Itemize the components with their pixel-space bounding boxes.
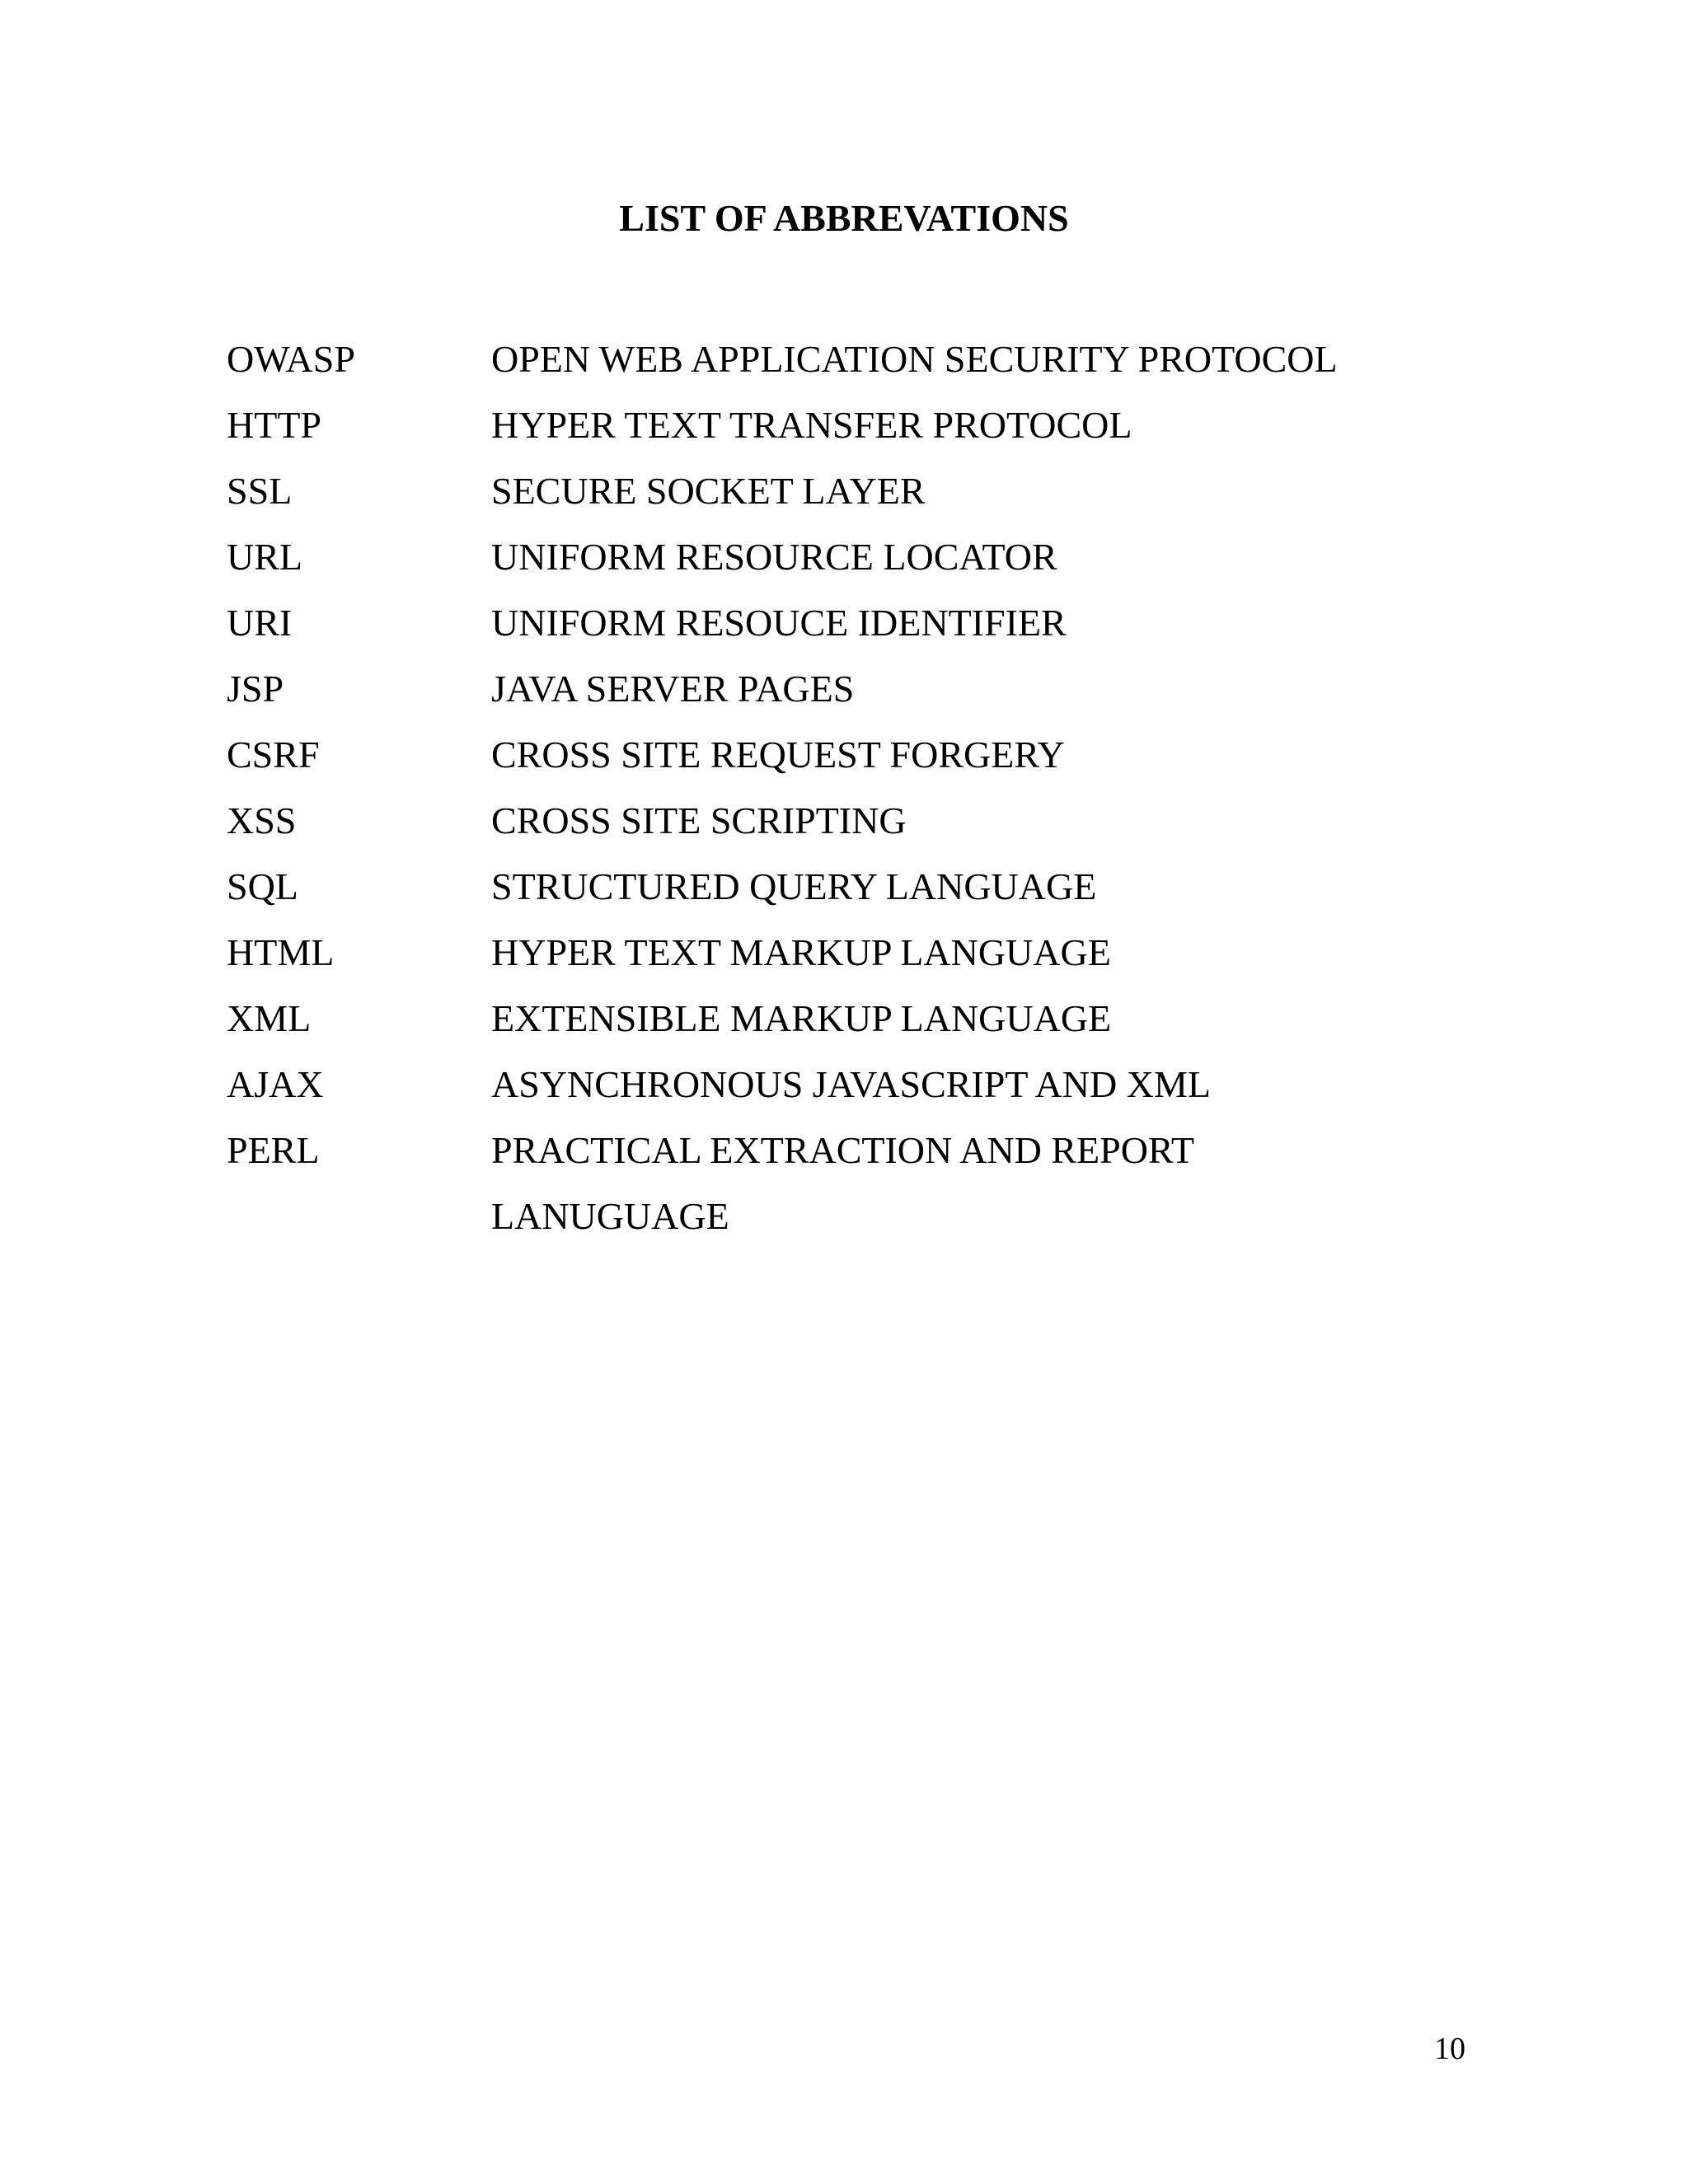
abbreviation-row: [227, 788, 1545, 854]
abbreviation-row: [227, 986, 1545, 1052]
abbreviation-term: PERL: [227, 1129, 320, 1171]
abbreviation-definition: JAVA SERVER PAGES: [491, 668, 855, 710]
abbreviation-row: [227, 1118, 1545, 1249]
page-number: 10: [1434, 2032, 1465, 2066]
abbreviation-definition: ASYNCHRONOUS JAVASCRIPT AND XML: [491, 1063, 1211, 1105]
abbreviation-term: AJAX: [227, 1063, 324, 1105]
abbreviation-definition: UNIFORM RESOUCE IDENTIFIER: [491, 602, 1067, 644]
abbreviation-definition: CROSS SITE SCRIPTING: [491, 799, 907, 841]
abbreviation-row: [227, 458, 1545, 524]
abbreviation-term: XSS: [227, 799, 297, 841]
abbreviation-term: XML: [227, 997, 312, 1039]
abbreviation-row: [227, 656, 1545, 722]
abbreviation-term: CSRF: [227, 733, 320, 776]
abbreviation-row: [227, 1052, 1545, 1118]
page-title: LIST OF ABBREVATIONS: [619, 197, 1069, 239]
abbreviation-term: JSP: [227, 668, 284, 710]
abbreviation-term: SSL: [227, 470, 293, 512]
abbreviation-term: OWASP: [227, 338, 355, 380]
abbreviation-row: [227, 920, 1545, 986]
abbreviation-row: [227, 590, 1545, 656]
abbreviation-definition: EXTENSIBLE MARKUP LANGUAGE: [491, 997, 1112, 1039]
abbreviation-definition: CROSS SITE REQUEST FORGERY: [491, 733, 1065, 776]
abbreviation-term: URL: [227, 536, 302, 578]
abbreviation-definition: UNIFORM RESOURCE LOCATOR: [491, 536, 1057, 578]
abbreviation-definition: SECURE SOCKET LAYER: [491, 470, 926, 512]
abbreviation-row: [227, 524, 1545, 590]
abbreviation-row: [227, 326, 1545, 392]
abbreviation-definition: OPEN WEB APPLICATION SECURITY PROTOCOL: [491, 338, 1338, 380]
abbreviation-term: HTTP: [227, 404, 321, 446]
abbreviation-term: URI: [227, 602, 293, 644]
abbreviation-definition: HYPER TEXT MARKUP LANGUAGE: [491, 931, 1111, 973]
abbreviation-definition: HYPER TEXT TRANSFER PROTOCOL: [491, 404, 1132, 446]
abbreviation-term: HTML: [227, 931, 335, 973]
abbreviation-row: [227, 854, 1545, 920]
abbreviation-definition: STRUCTURED QUERY LANGUAGE: [491, 865, 1097, 907]
abbreviation-list: [227, 326, 1545, 1249]
abbreviation-row: [227, 392, 1545, 458]
abbreviation-term: SQL: [227, 865, 298, 907]
abbreviation-row: [227, 722, 1545, 788]
abbreviation-definition: PRACTICAL EXTRACTION AND REPORT LANUGUAGE: [491, 1129, 1194, 1237]
